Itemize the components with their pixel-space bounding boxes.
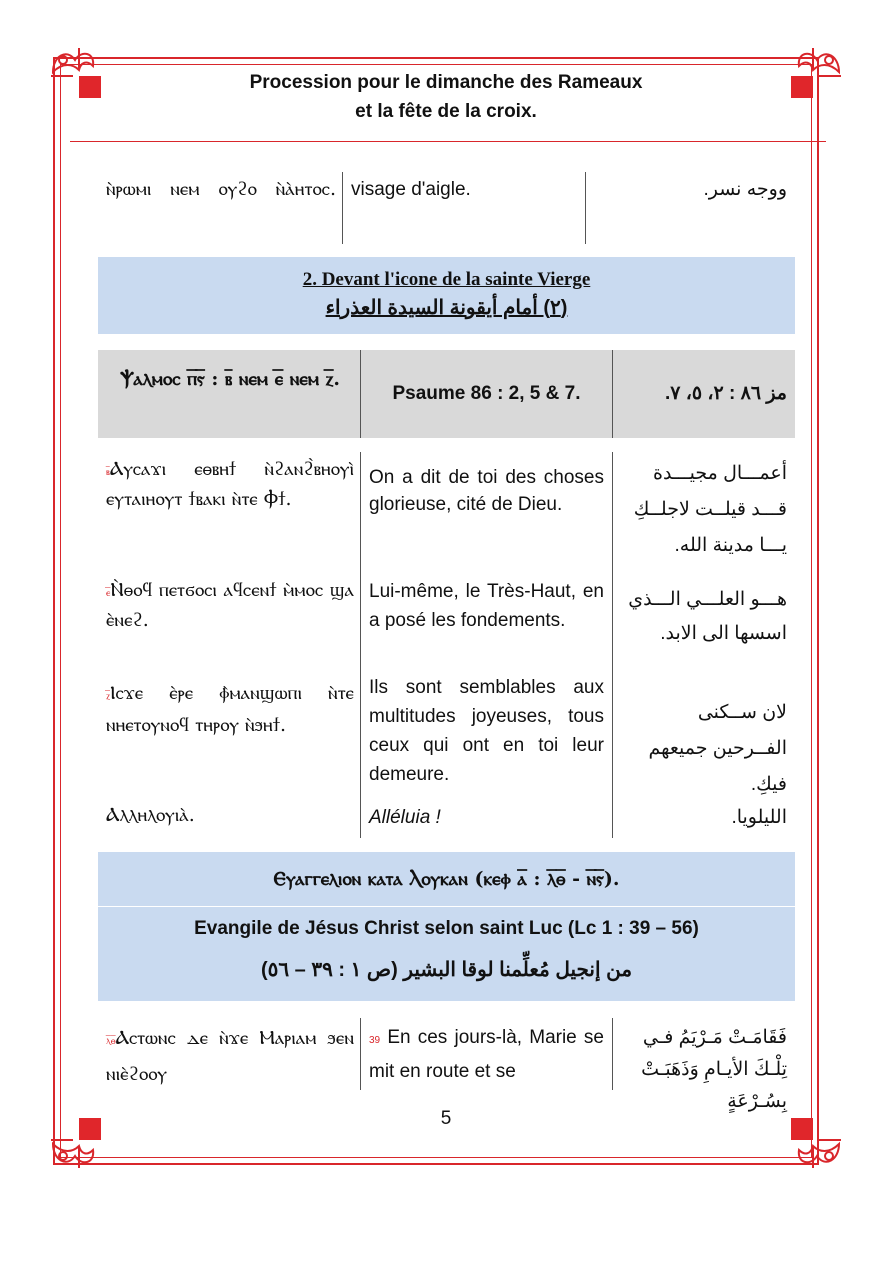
french-cell: Alléluia ! <box>360 790 612 838</box>
verse-number: ⲍ̅ <box>106 691 111 702</box>
page-number: 5 <box>440 1108 452 1129</box>
gospel-coptic-title-band <box>98 852 795 906</box>
table-row <box>98 452 795 567</box>
verse-number: ⲉ̅ <box>106 588 111 599</box>
arabic-cell: أعمـــال مجيـــدة قـــد قيلــت لاجلــكِ يـــا مدينة الله. <box>612 452 795 567</box>
psalm-french-heading: Psaume 86 : 2, 5 & 7. <box>360 350 612 438</box>
gospel-arabic-title: من إنجيل مُعلِّمنا لوقا البشير (ص ١ : ٣٩ – ٥٦) <box>260 959 633 981</box>
coptic-cell <box>98 452 360 567</box>
table-row <box>98 172 795 244</box>
section-heading-band <box>98 257 795 334</box>
arabic-cell: فَقَامَـتْ مَـرْيَمُ فـي تِلْـكَ الأيـامِ وَذَهَبَـتْ بِسُـرْعَةٍ <box>612 1018 795 1090</box>
french-cell: Lui-même, le Très-Haut, en a posé les fondements. <box>360 567 612 665</box>
section-title-arabic: (٢) أمام أيقونة السيدة العذراء <box>325 297 568 319</box>
french-cell <box>360 1018 612 1090</box>
arabic-cell: لان ســكنى الفــرحين جميعهم فيكِ. <box>612 665 795 790</box>
table-row <box>98 567 795 665</box>
arabic-cell: الليلويا. <box>612 790 795 838</box>
arabic-cell: ووجه نسر. <box>585 172 795 244</box>
french-cell: Ils sont semblables aux multitudes joyeuses, tous ceux qui ont en toi leur demeure. <box>360 665 612 790</box>
section-title-french: 2. Devant l'icone de la sainte Vierge <box>302 269 591 290</box>
coptic-cell <box>98 1018 360 1090</box>
table-row <box>98 665 795 795</box>
french-cell: visage d'aigle. <box>342 172 585 244</box>
header-title-line1: Procession pour le dimanche des Rameaux <box>249 72 643 93</box>
gospel-coptic-title: Ⲉⲩⲁⲅⲅⲉⲗⲓⲟⲛ ⲕⲁⲧⲁ Ⲗⲟⲩⲕⲁⲛ (ⲕⲉⲫ ⲁ̅ : ⲗ̅ⲑ̅ - ⲛ̅ⲋ̅). <box>273 868 620 890</box>
psalm-arabic-heading: مز ٨٦ : ٢، ٥، ٧. <box>612 350 795 438</box>
verse-number: ⲃ̅ <box>106 467 110 478</box>
arabic-cell: هـــو العلـــي الـــذي اسسها الى الابد. <box>612 567 795 665</box>
verse-number: ⲗ̅ⲑ̅ <box>106 1036 116 1047</box>
verse-number: 39 <box>369 1035 381 1046</box>
psalm-coptic-heading: Ⲯⲁⲗⲙⲟⲥ ⲡ̅ⲋ̅ : ⲃ̅ ⲛⲉⲙ ⲉ̅ ⲛⲉⲙ ⲍ̅. <box>120 368 340 390</box>
coptic-cell: ⲛ̀ⲣⲱⲙⲓ ⲛⲉⲙ ⲟⲩϩⲟ ⲛ̀ⲁ̀ⲏⲧⲟⲥ. <box>106 178 336 200</box>
coptic-text: Ⲛ̀ⲑⲟϥ ⲡⲉⲧϭⲟⲥⲓ ⲁϥⲥⲉⲛϯ ⲙ̀ⲙⲟⲥ ϣⲁ ⲉ̀ⲛⲉϩ. <box>106 579 354 631</box>
french-text: En ces jours-là, Marie se mit en route et se <box>369 1027 604 1082</box>
gospel-title-band <box>98 907 795 1001</box>
gospel-french-title: Evangile de Jésus Christ selon saint Luc (Lc 1 : 39 – 56) <box>194 918 699 939</box>
table-row <box>98 1018 795 1112</box>
psalm-header-row <box>98 350 795 438</box>
table-row <box>98 790 795 838</box>
coptic-cell <box>98 665 360 790</box>
coptic-text: Ⲁⲥⲧⲱⲛⲥ ⲇⲉ ⲛ̀ϫⲉ Ⲙⲁⲣⲓⲁⲙ ϧⲉⲛ ⲛⲓⲉ̀ϩⲟⲟⲩ <box>106 1027 354 1085</box>
coptic-cell: Ⲁⲗⲗⲏⲗⲟⲩⲓⲁ̀. <box>106 804 195 826</box>
coptic-text: Ⲓⲥϫⲉ ⲉ̀ⲣⲉ ⲫ̀ⲙⲁⲛϣⲱⲡⲓ ⲛ̀ⲧⲉ ⲛⲏⲉⲧⲟⲩⲛⲟϥ ⲧⲏⲣⲟⲩ ⲛ̀ϧⲏϯ. <box>106 682 354 736</box>
coptic-text: Ⲁⲩⲥⲁϫⲓ ⲉⲑⲃⲏϯ ⲛ̀ϩⲁⲛϩ̀ⲃⲏⲟⲩⲓ̀ ⲉⲩⲧⲁⲓⲏⲟⲩⲧ ϯⲃⲁⲕⲓ ⲛ̀ⲧⲉ Ⲫϯ. <box>106 458 354 510</box>
header-divider <box>70 141 826 142</box>
header-title-line2: et la fête de la croix. <box>355 101 537 122</box>
french-cell: On a dit de toi des choses glorieuse, cité de Dieu. <box>360 452 612 567</box>
page-header <box>70 68 822 126</box>
coptic-cell <box>98 567 360 665</box>
